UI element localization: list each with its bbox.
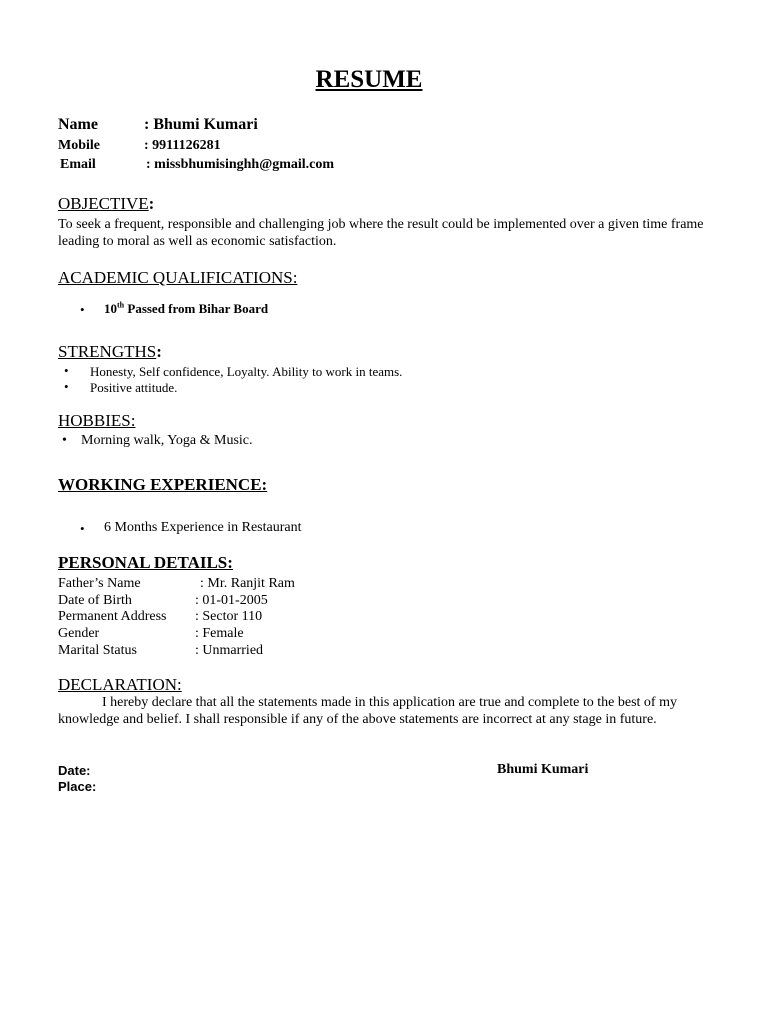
mobile-value: : 9911126281: [144, 138, 221, 153]
hobbies-heading: HOBBIES:: [58, 411, 136, 430]
personal-label-address: Permanent Address: [58, 609, 167, 624]
email-label: Email: [60, 157, 96, 172]
strength-item-1: Honesty, Self confidence, Loyalty. Ability to work in teams.: [90, 364, 403, 379]
place-label: Place:: [58, 779, 97, 794]
experience-bullet: •: [80, 521, 85, 536]
strengths-bullet-2: •: [64, 379, 69, 394]
personal-heading: PERSONAL DETAILS:: [58, 553, 233, 572]
email-value: : missbhumisinghh@gmail.com: [146, 157, 335, 172]
name-label: Name: [58, 116, 98, 133]
resume-title: RESUME: [315, 66, 423, 93]
experience-heading: WORKING EXPERIENCE:: [58, 475, 268, 494]
academic-item: 10th Passed from Bihar Board: [104, 300, 269, 316]
personal-value-father: : Mr. Ranjit Ram: [200, 576, 295, 591]
objective-heading: OBJECTIVE:: [58, 194, 155, 213]
academic-bullet: •: [80, 302, 85, 317]
date-label: Date:: [58, 763, 91, 778]
mobile-label: Mobile: [58, 138, 100, 153]
signature-name: Bhumi Kumari: [497, 762, 589, 777]
strength-item-2: Positive attitude.: [90, 380, 178, 395]
personal-label-gender: Gender: [58, 626, 100, 641]
declaration-text: I hereby declare that all the statements made in this application are true and complete to the best of my knowledge and belief. I shall responsible if any of the above statements are incorrect at any stage in future.: [58, 695, 677, 727]
personal-label-father: Father’s Name: [58, 576, 141, 591]
personal-value-marital: : Unmarried: [195, 643, 264, 658]
personal-label-dob: Date of Birth: [58, 593, 132, 608]
objective-text: To seek a frequent, responsible and challenging job where the result could be implemented over a given time frame leading to moral as well as economic satisfaction.: [58, 217, 704, 249]
strengths-bullet-1: •: [64, 363, 69, 378]
personal-value-dob: : 01-01-2005: [195, 593, 268, 608]
strengths-heading: STRENGTHS:: [58, 342, 162, 361]
hobbies-bullet: •: [62, 433, 67, 448]
personal-label-marital: Marital Status: [58, 643, 137, 658]
experience-item: 6 Months Experience in Restaurant: [104, 520, 302, 535]
academic-heading: ACADEMIC QUALIFICATIONS:: [58, 268, 298, 287]
name-value: : Bhumi Kumari: [144, 116, 258, 133]
hobbies-item: Morning walk, Yoga & Music.: [81, 433, 253, 448]
personal-value-gender: : Female: [195, 626, 244, 641]
personal-value-address: : Sector 110: [195, 609, 263, 624]
declaration-heading: DECLARATION:: [58, 675, 182, 694]
